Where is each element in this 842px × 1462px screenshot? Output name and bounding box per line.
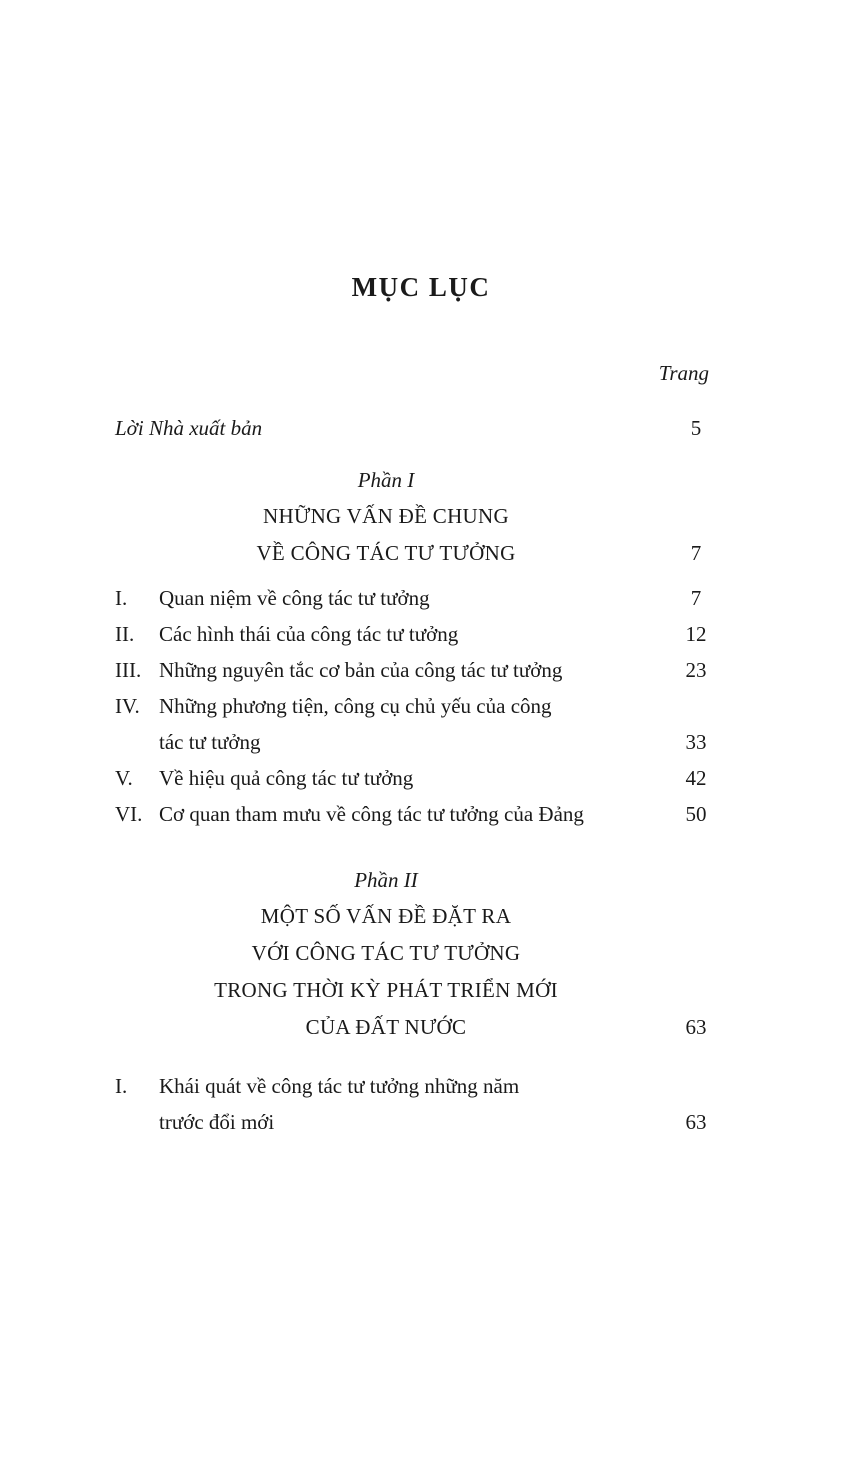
toc-entry-page: 7	[690, 586, 702, 610]
toc-entry-page: 33	[685, 730, 707, 754]
toc-entry-foreword	[111, 410, 731, 446]
toc-entry-page: 5	[690, 416, 702, 440]
toc-entry-page: 50	[685, 802, 707, 826]
toc-entry-page: 23	[685, 658, 707, 682]
toc-entry-number: III.	[115, 658, 142, 682]
toc-entry-label: Lời Nhà xuất bản	[115, 416, 263, 440]
document-page	[0, 272, 842, 1462]
page-title: MỤC LỤC	[351, 272, 491, 302]
part-heading-page: 7	[690, 541, 702, 565]
toc-entry	[111, 688, 731, 724]
toc-entry-number: II.	[115, 622, 135, 646]
toc-entry-continuation	[111, 1104, 731, 1140]
toc-part-2	[111, 862, 731, 1046]
toc-entry-continuation	[111, 724, 731, 760]
part-heading-text: NHỮNG VẤN ĐỀ CHUNG	[263, 504, 509, 528]
part-label: Phần I	[357, 468, 415, 492]
part-label: Phần II	[354, 868, 418, 892]
toc-part-1	[111, 462, 731, 572]
toc-entry-label: Những phương tiện, công cụ chủ yếu của công	[159, 694, 552, 718]
toc-entry-page: 12	[685, 622, 707, 646]
toc-entry-indent	[111, 724, 159, 760]
toc-entry-number: I.	[115, 1074, 128, 1098]
toc-entry-label: Về hiệu quả công tác tư tưởng	[159, 766, 414, 790]
part-heading-line	[111, 498, 731, 535]
toc-body	[111, 361, 731, 1140]
part-heading-line	[111, 935, 731, 972]
part-heading-line	[111, 898, 731, 935]
section-gap	[111, 832, 731, 846]
toc-entry-label: Các hình thái của công tác tư tưởng	[159, 622, 459, 646]
toc-entry-label: Những nguyên tắc cơ bản của công tác tư tưởng	[159, 658, 563, 682]
toc-entry-label: Cơ quan tham mưu về công tác tư tưởng của Đảng	[159, 802, 584, 826]
toc-entry-label: Khái quát về công tác tư tưởng những năm	[159, 1074, 520, 1098]
part-heading-text: VỚI CÔNG TÁC TƯ TƯỞNG	[251, 941, 521, 965]
part-heading-page: 63	[685, 1015, 707, 1039]
part-heading-text: MỘT SỐ VẤN ĐỀ ĐẶT RA	[260, 904, 512, 928]
toc-entry	[111, 796, 731, 832]
part-heading-line	[111, 1009, 731, 1046]
part-heading-line	[111, 972, 731, 1009]
toc-entry-number: IV.	[115, 694, 140, 718]
toc-entry-number: VI.	[115, 802, 143, 826]
page-column-header: Trang	[658, 361, 709, 385]
toc-entry-label: Quan niệm về công tác tư tưởng	[159, 586, 430, 610]
toc-entry-label-continued: trước đổi mới	[159, 1110, 275, 1134]
toc-entry-page: 63	[685, 1110, 707, 1134]
toc-entry	[111, 652, 731, 688]
section-gap	[111, 1054, 731, 1068]
part-heading-text: VỀ CÔNG TÁC TƯ TƯỞNG	[256, 541, 516, 565]
part-heading-text: CỦA ĐẤT NƯỚC	[305, 1015, 467, 1039]
toc-entry-page: 42	[685, 766, 707, 790]
toc-entry	[111, 616, 731, 652]
toc-entry-number: V.	[115, 766, 133, 790]
part-heading-text: TRONG THỜI KỲ PHÁT TRIỂN MỚI	[214, 978, 558, 1002]
toc-entry	[111, 1068, 731, 1104]
toc-entry-label-continued: tác tư tưởng	[159, 730, 261, 754]
toc-entry-number: I.	[115, 586, 128, 610]
toc-entry	[111, 580, 731, 616]
toc-entry	[111, 760, 731, 796]
part-heading-line	[111, 535, 731, 572]
toc-entry-indent	[111, 1104, 159, 1140]
